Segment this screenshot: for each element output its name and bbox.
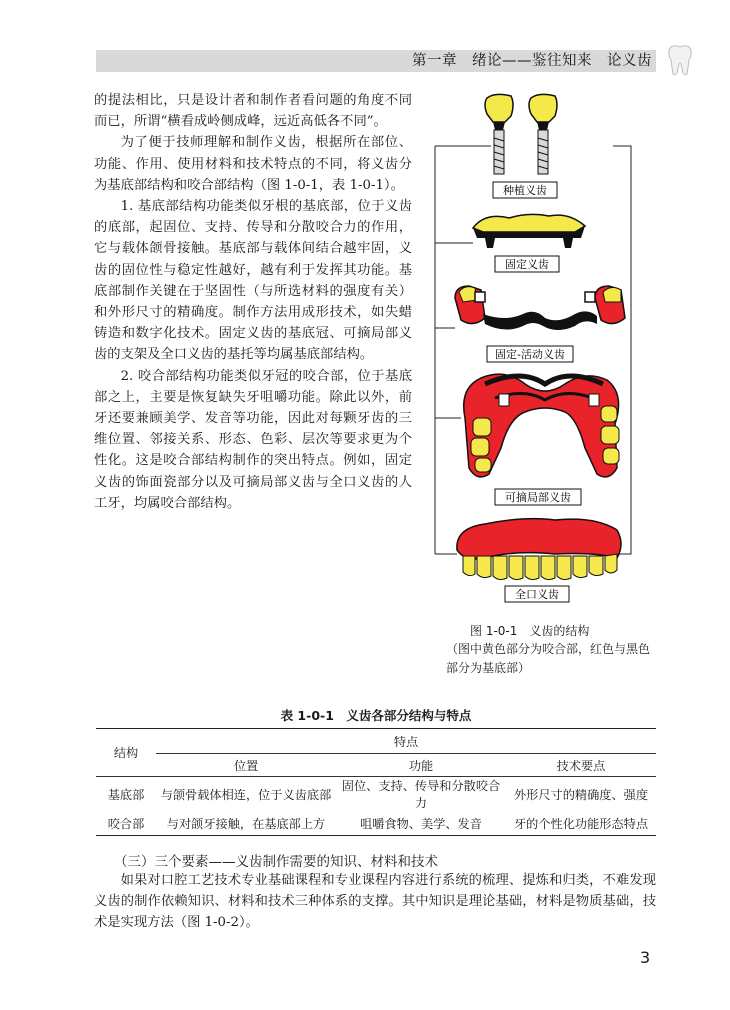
label-implant-denture: 种植义齿 [503,184,547,197]
table-subheader-row [96,754,656,777]
row-function: 固位、支持、传导和分散咬合力 [341,779,501,810]
body-text-bottom [94,870,656,933]
header-features: 特点 [156,729,656,754]
removable-partial-denture-illustration [464,374,619,477]
row-function: 咀嚼食物、美学、发音 [336,811,506,836]
fixed-removable-denture-illustration [455,286,625,330]
paragraph-three-elements: 如果对口腔工艺技术专业基础课程和专业课程内容进行系统的梳理、提炼和归类，不难发现义齿的制作依赖知识、材料和技术三种体系的支撑。其中知识是理论基础，材料是物质基础，技术是实现方法（图 1-0-2）。 [94,873,656,930]
paragraph-occlusal-structure: 2. 咬合部结构功能类似牙冠的咬合部，位于基底部之上，主要是恢复缺失牙咀嚼功能。除此以外，前牙还要兼顾美学、发音等功能，因此对每颗牙齿的三维位置、邻接关系、形态、色彩、层次等要求更为个性化。这是咬合部结构制作的突出特点。例如，固定义齿的饰面瓷部分以及可摘局部义齿与全口义齿的人工牙，均属咬合部结构。 [94,368,412,511]
row-name: 基底部 [107,787,145,802]
label-fixed-denture: 固定义齿 [505,258,549,271]
page-number: 3 [640,948,651,967]
label-fixed-removable-denture: 固定-活动义齿 [495,348,565,361]
subheader-position: 位置 [156,754,336,777]
running-header-title: 第一章 绪论——鉴往知来 论义齿 [412,53,652,69]
row-position: 与对颌牙接触，在基底部上方 [156,811,336,836]
denture-structure-figure [425,88,665,618]
implant-denture-illustration [485,94,557,174]
tooth-icon [660,40,700,80]
table-row [96,777,656,812]
table-row [96,811,656,836]
label-removable-partial-denture: 可摘局部义齿 [505,491,571,504]
figure-caption: 图 1-0-1 义齿的结构 [470,624,590,638]
paragraph-base-structure: 1. 基底部结构功能类似牙根的基底部，位于义齿的底部，起固位、支持、传导和分散咬合力的作用，它与载体颌骨接触。基底部与载体间结合越牢固，义齿的固位性与稳定性越好，越有利于发挥其功能。基底部制作关键在于坚固性（与所选材料的强度有关）和外形尺寸的精确度。制作方法用成形技术，如失蜡铸造和数字化技术。固定义齿的基底冠、可摘局部义齿的支架及全口义齿的基托等均属基底部结构。 [94,199,412,363]
figure-note: （图中黄色部分为咬合部，红色与黑色部分为基底部） [446,642,651,675]
subheader-function: 功能 [336,754,506,777]
table-header-row [96,729,656,754]
row-tech: 外形尺寸的精确度、强度 [513,787,649,802]
section-heading: （三）三个要素——义齿制作需要的知识、材料和技术 [114,854,438,870]
body-text-left [94,90,412,514]
paragraph-continuation: 的提法相比，只是设计者和制作者看问题的角度不同而已，所谓“横看成岭侧成峰，远近高低各不同”。 [94,93,412,130]
header-structure: 结构 [96,729,156,777]
row-name: 咬合部 [96,811,156,836]
fixed-denture-illustration [473,214,585,248]
paragraph-intro: 为了便于技师理解和制作义齿，根据所在部位、功能、作用、使用材料和技术特点的不同，将义齿分为基底部结构和咬合部结构（图 1-0-1，表 1-0-1）。 [94,135,412,193]
subheader-tech: 技术要点 [506,754,656,777]
table-title: 表 1-0-1 义齿各部分结构与特点 [280,708,472,723]
structure-features-table [96,728,656,836]
label-complete-denture: 全口义齿 [515,588,559,601]
complete-denture-illustration [457,519,621,580]
row-position: 与颌骨载体相连，位于义齿底部 [160,787,332,802]
row-tech: 牙的个性化功能形态特点 [506,811,656,836]
